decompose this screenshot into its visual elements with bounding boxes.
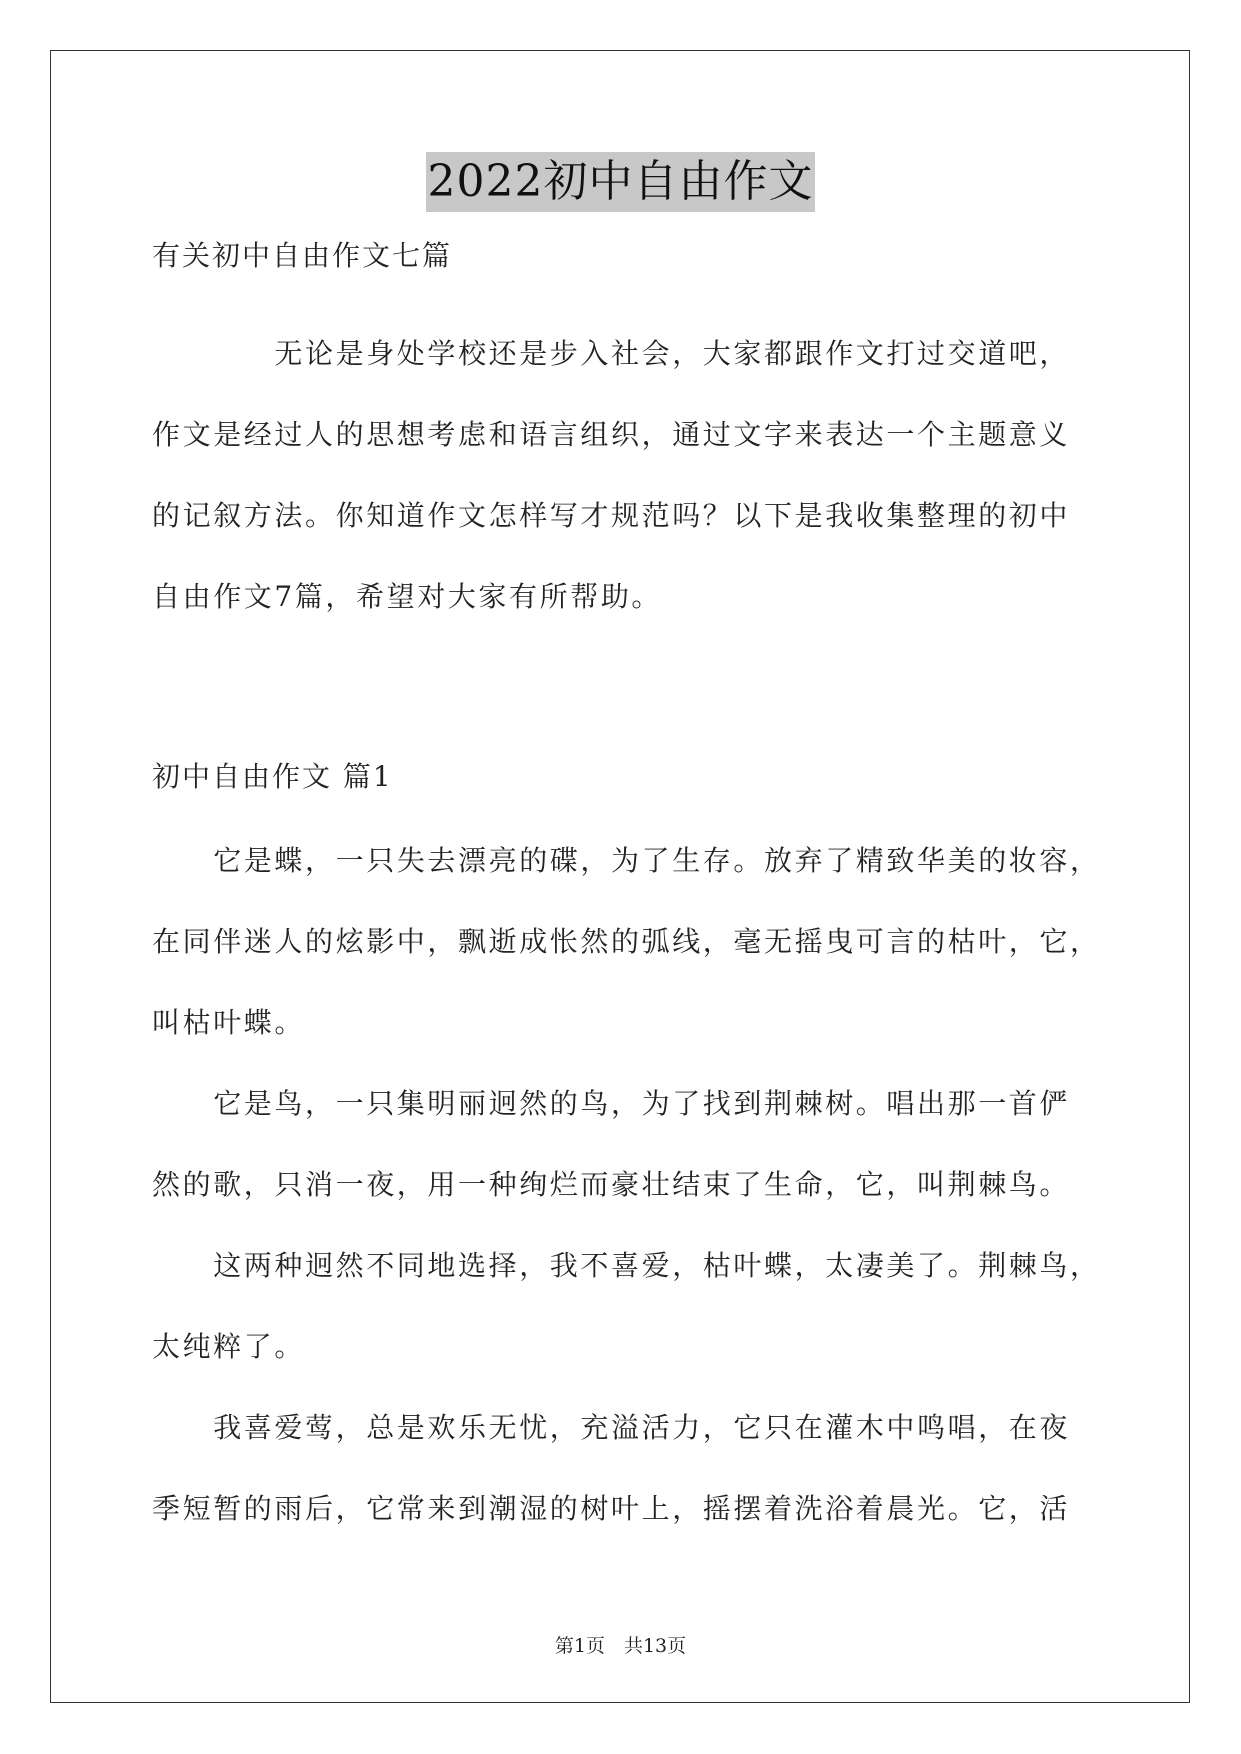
body-paragraph <box>152 1225 1101 1387</box>
section-heading: 初中自由作文 篇1 <box>152 760 393 793</box>
intro-line: 作文是经过人的思想考虑和语言组织，通过文字来表达一个主题意义 <box>152 418 1071 451</box>
page-footer: 第1页 共13页 <box>554 1635 687 1657</box>
body-paragraph <box>152 1063 1092 1225</box>
intro-line: 无论是身处学校还是步入社会，大家都跟作文打过交道吧， <box>152 337 1071 370</box>
paragraph-line: 叫枯叶蝶。 <box>152 1006 306 1039</box>
document-title-text: 2022初中自由作文 <box>426 152 816 212</box>
body-paragraph <box>152 1387 1092 1549</box>
paragraph-line: 它是鸟，一只集明丽迥然的鸟，为了找到荆棘树。唱出那一首俨 <box>152 1087 1071 1120</box>
intro-line: 的记叙方法。你知道作文怎样写才规范吗？以下是我收集整理的初中 <box>152 499 1071 532</box>
paragraph-line: 季短暂的雨后，它常来到潮湿的树叶上，摇摆着洗浴着晨光。它，活 <box>152 1492 1071 1525</box>
paragraph-line: 它是蝶，一只失去漂亮的碟，为了生存。放弃了精致华美的妆容， <box>152 844 1101 877</box>
paragraph-line: 我喜爱莺，总是欢乐无忧，充溢活力，它只在灌木中鸣唱，在夜 <box>152 1411 1071 1444</box>
paragraph-line: 这两种迥然不同地选择，我不喜爱，枯叶蝶，太凄美了。荆棘鸟， <box>152 1249 1101 1282</box>
paragraph-line: 然的歌，只消一夜，用一种绚烂而豪壮结束了生命，它，叫荆棘鸟。 <box>152 1168 1071 1201</box>
paragraph-line: 太纯粹了。 <box>152 1330 306 1363</box>
document-title <box>0 152 1241 212</box>
body-paragraph <box>152 820 1101 1063</box>
intro-paragraph <box>152 313 1092 637</box>
intro-line: 自由作文7篇，希望对大家有所帮助。 <box>152 580 663 613</box>
paragraph-line: 在同伴迷人的炫影中，飘逝成怅然的弧线，毫无摇曳可言的枯叶，它， <box>152 925 1101 958</box>
document-subtitle: 有关初中自由作文七篇 <box>152 239 453 272</box>
